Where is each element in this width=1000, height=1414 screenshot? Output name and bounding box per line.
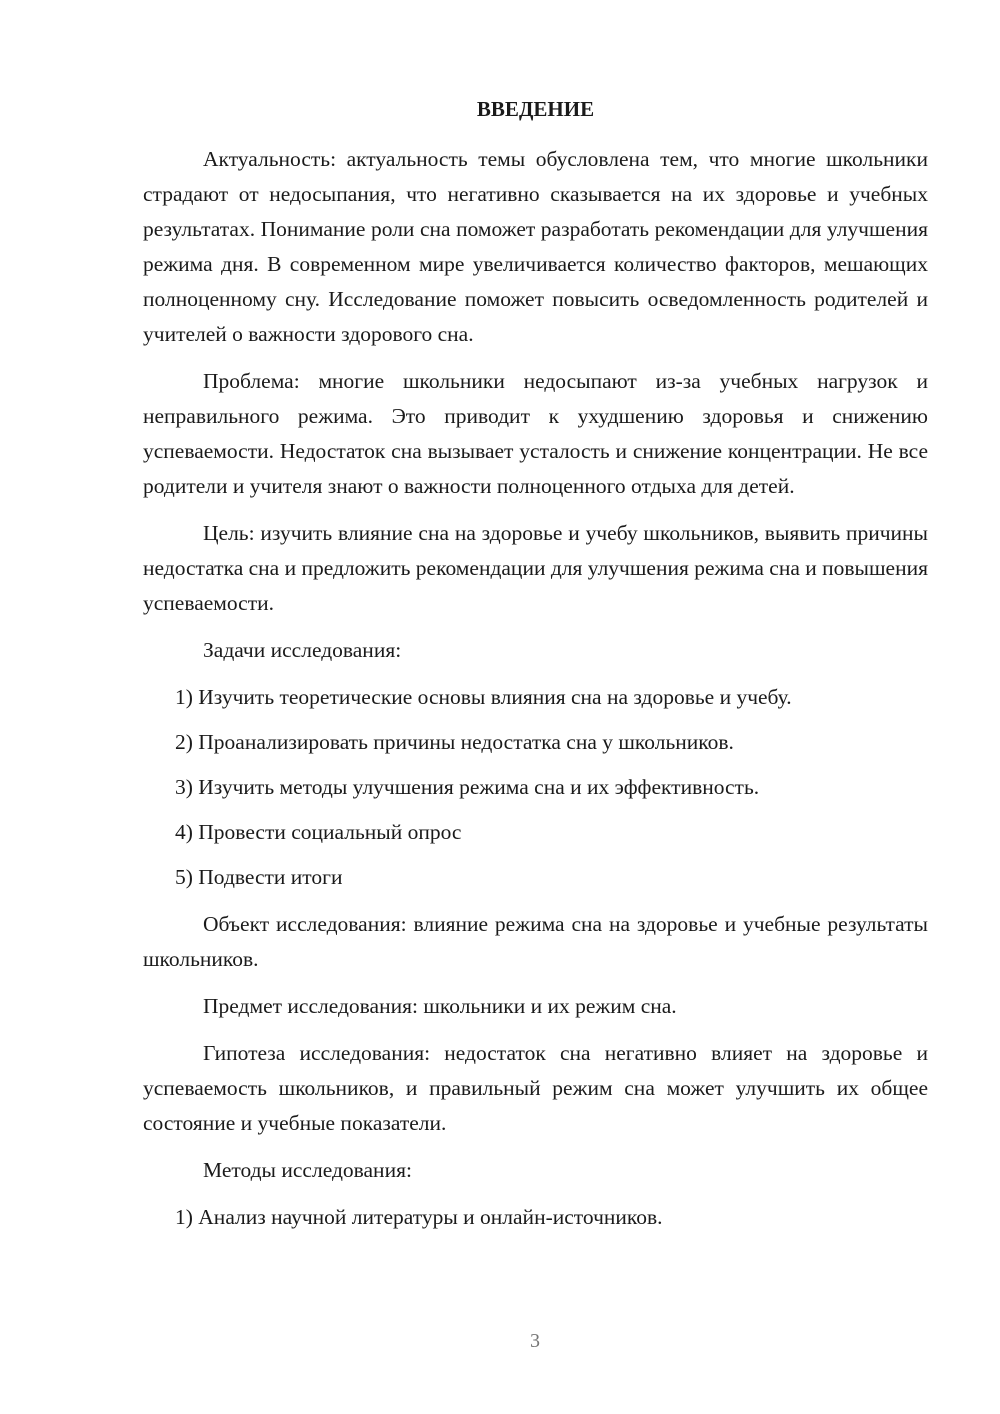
list-item: 5) Подвести итоги (175, 865, 343, 889)
tasks-heading: Задачи исследования: (203, 638, 402, 662)
page-number: 3 (530, 1330, 540, 1352)
tasks-list (143, 680, 928, 895)
object-paragraph: Объект исследования: влияние режима сна на здоровье и учебные результаты школьников. (143, 912, 928, 971)
list-item: 1) Изучить теоретические основы влияния сна на здоровье и учебу. (175, 685, 792, 709)
list-item: 2) Проанализировать причины недостатка сна у школьников. (175, 730, 734, 754)
methods-list (143, 1200, 928, 1235)
list-item: 1) Анализ научной литературы и онлайн-источников. (175, 1205, 663, 1229)
subject-paragraph: Предмет исследования: школьники и их режим сна. (203, 994, 677, 1018)
problem-paragraph: Проблема: многие школьники недосыпают из-за учебных нагрузок и неправильного режима. Это приводит к ухудшению здоровья и снижению успеваемости. Недостаток сна вызывает усталость и снижение концентрации. Не все родители и учителя знают о важности полноценного отдыха для детей. (143, 369, 928, 498)
methods-heading: Методы исследования: (203, 1158, 412, 1182)
list-item: 4) Провести социальный опрос (175, 820, 462, 844)
relevance-paragraph: Актуальность: актуальность темы обусловлена тем, что многие школьники страдают от недосыпания, что негативно сказывается на их здоровье и учебных результатах. Понимание роли сна поможет разработать рекомендации для улучшения режима дня. В современном мире увеличивается количество факторов, мешающих полноценному сну. Исследование поможет повысить осведомленность родителей и учителей о важности здорового сна. (143, 147, 928, 346)
document-page (143, 92, 928, 1235)
hypothesis-paragraph: Гипотеза исследования: недостаток сна негативно влияет на здоровье и успеваемость школьников, и правильный режим сна может улучшить их общее состояние и учебные показатели. (143, 1041, 928, 1135)
goal-paragraph: Цель: изучить влияние сна на здоровье и учебу школьников, выявить причины недостатка сна и предложить рекомендации для улучшения режима сна и повышения успеваемости. (143, 521, 928, 615)
section-title: ВВЕДЕНИЕ (476, 97, 595, 121)
list-item: 3) Изучить методы улучшения режима сна и их эффективность. (175, 775, 760, 799)
